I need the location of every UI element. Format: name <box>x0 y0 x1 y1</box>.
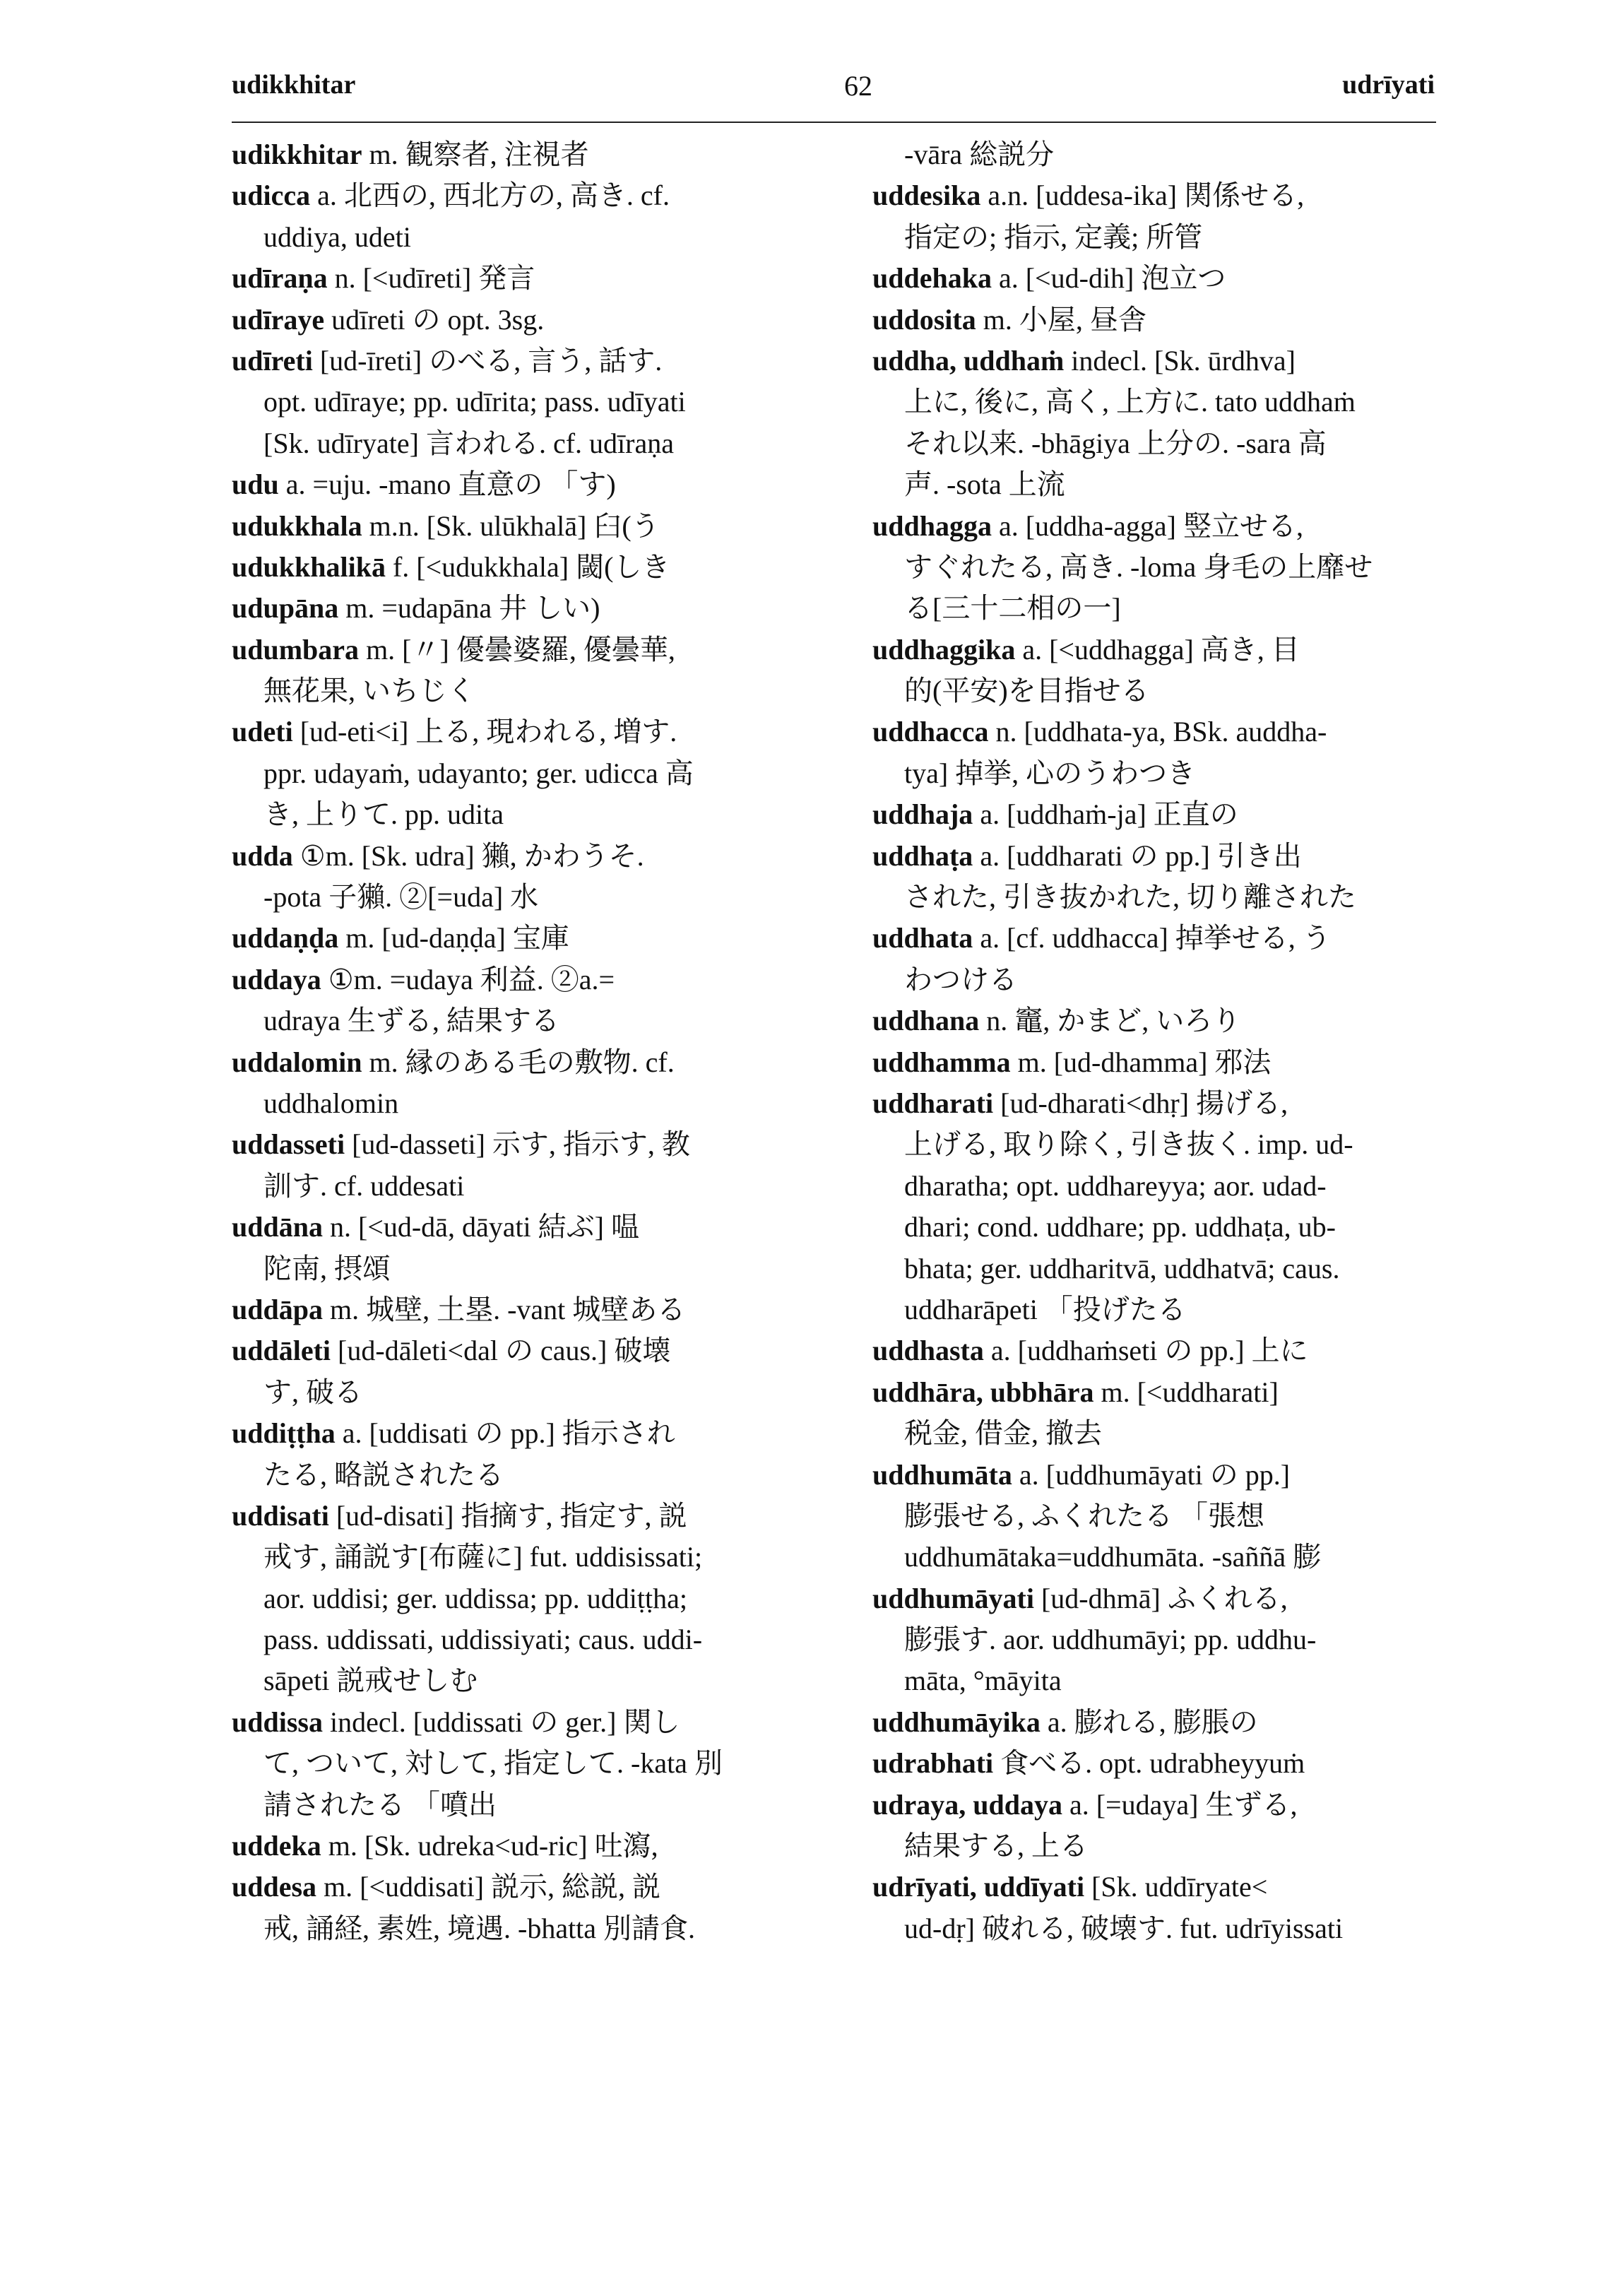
dictionary-line <box>232 1124 818 1165</box>
definition: m. [ud-daṇḍa] 宝庫 <box>338 922 569 954</box>
dictionary-line: bhata; ger. uddharitvā, uddhatvā; caus. <box>904 1252 1340 1284</box>
dictionary-line <box>872 341 1459 382</box>
definition: m. [〃] 優曇婆羅, 優曇華, <box>359 633 675 666</box>
definition: [Sk. uddīryate< <box>1084 1871 1268 1903</box>
dictionary-line <box>232 175 818 216</box>
definition: a. [uddhumāyati の pp.] <box>1012 1458 1291 1491</box>
headword: uddeka <box>232 1830 321 1862</box>
definition: m. [Sk. udreka<ud-ric] 吐瀉, <box>321 1830 658 1862</box>
dictionary-line <box>232 918 818 959</box>
dictionary-line: ud-dṛ] 破れる, 破壊す. fut. udrīyissati <box>904 1912 1344 1944</box>
dictionary-line <box>872 1042 1459 1083</box>
definition: m. [ud-dhamma] 邪法 <box>1010 1046 1272 1078</box>
headword: udeti <box>232 716 293 748</box>
dictionary-line <box>872 1000 1459 1041</box>
headword: uddaya <box>232 963 321 995</box>
dictionary-line: udraya 生ずる, 結果する <box>263 1005 559 1037</box>
definition: a. [uddisati の pp.] 指示され <box>335 1417 675 1450</box>
dictionary-line: き, 上りて. pp. udita <box>263 798 504 831</box>
definition: n. [uddhata-ya, BSk. auddha- <box>988 716 1327 748</box>
dictionary-line <box>232 134 818 175</box>
dictionary-line <box>232 1867 818 1908</box>
dictionary-line: て, ついて, 対して, 指定して. -kata 別 <box>263 1747 723 1780</box>
definition: a. =uju. -mano 直意の 「す) <box>278 468 616 501</box>
dictionary-line: すぐれたる, 高き. -loma 身毛の上靡せ <box>904 550 1373 583</box>
headword: udrabhati <box>872 1747 994 1780</box>
dictionary-line <box>872 918 1459 959</box>
headword: uddharati <box>872 1087 994 1119</box>
dictionary-line <box>232 1330 818 1371</box>
dictionary-line: māta, °māyita <box>904 1665 1062 1697</box>
dictionary-line <box>872 1578 1459 1619</box>
definition: m. 城壁, 土塁. -vant 城壁ある <box>322 1293 686 1325</box>
definition: m. =udapāna 井 しい) <box>338 592 600 625</box>
dictionary-line: 陀南, 摂頌 <box>263 1252 391 1284</box>
headword: udīraṇa <box>232 262 328 295</box>
dictionary-line <box>872 1702 1459 1743</box>
dictionary-line: [Sk. udīryate] 言われる. cf. udīraṇa <box>263 427 674 459</box>
dictionary-line <box>232 836 818 877</box>
definition: m. 観察者, 注視者 <box>362 138 589 170</box>
dictionary-line <box>232 1207 818 1248</box>
definition: a. [uddhaṁ-ja] 正直の <box>973 798 1238 831</box>
headword: uddaṇḍa <box>232 922 339 954</box>
dictionary-line: 上に, 後に, 高く, 上方に. tato uddhaṁ <box>904 386 1356 418</box>
dictionary-line <box>872 836 1459 877</box>
dictionary-line: uddhumātaka=uddhumāta. -saññā 膨 <box>904 1541 1322 1573</box>
headword: uddissa <box>232 1705 323 1738</box>
definition: indecl. [Sk. ūrdhva] <box>1064 344 1296 377</box>
left-column <box>232 134 818 1949</box>
dictionary-line <box>872 1455 1459 1496</box>
dictionary-line: された, 引き抜かれた, 切り離された <box>904 881 1356 914</box>
dictionary-line: 税金, 借金, 撤去 <box>904 1417 1102 1450</box>
dictionary-line: 膨張せる, ふくれたる 「張想 <box>904 1499 1264 1532</box>
headword: uddāpa <box>232 1293 323 1325</box>
headword: uddhata <box>872 922 973 954</box>
definition: a. [uddha-agga] 竪立せる, <box>991 509 1303 542</box>
dictionary-line <box>232 547 818 588</box>
definition: a. 膨れる, 膨脹の <box>1040 1705 1258 1738</box>
headword: udumbara <box>232 633 360 666</box>
definition: a. [<uddhagga] 高き, 目 <box>1015 633 1300 666</box>
headword: udukkhalikā <box>232 550 386 583</box>
dictionary-line <box>232 506 818 547</box>
definition: [ud-dāleti<dal の caus.] 破壊 <box>331 1335 671 1367</box>
right-column <box>872 134 1459 1949</box>
dictionary-line: uddiya, udeti <box>263 220 411 253</box>
dictionary-line <box>232 1826 818 1867</box>
definition: indecl. [uddissati の ger.] 関し <box>322 1705 680 1738</box>
headword: uddāleti <box>232 1335 331 1367</box>
dictionary-line: る[三十二相の一] <box>904 592 1121 625</box>
headword: uddhumāta <box>872 1458 1012 1491</box>
dictionary-line <box>232 258 818 299</box>
definition: a. [cf. uddhacca] 掉挙せる, う <box>973 922 1331 954</box>
dictionary-line <box>872 506 1459 547</box>
dictionary-line <box>232 629 818 670</box>
dictionary-line <box>232 464 818 505</box>
headword: udicca <box>232 179 311 212</box>
headword: uddalomin <box>232 1046 362 1078</box>
page-number: 62 <box>844 70 872 102</box>
dictionary-line <box>232 341 818 382</box>
headword: uddāna <box>232 1211 323 1243</box>
dictionary-line: 戒す, 誦説す[布薩に] fut. uddisissati; <box>263 1541 703 1573</box>
dictionary-line: tya] 掉挙, 心のうわつき <box>904 757 1196 789</box>
definition: m. [<uddisati] 説示, 総説, 説 <box>316 1871 661 1903</box>
definition: m. [<uddharati] <box>1093 1376 1279 1408</box>
dictionary-line: opt. udīraye; pp. udīrita; pass. udīyati <box>263 386 686 418</box>
dictionary-line <box>872 1743 1459 1784</box>
definition: udīreti の opt. 3sg. <box>324 303 545 336</box>
dictionary-line: 指定の; 指示, 定義; 所管 <box>904 220 1203 253</box>
dictionary-line: uddharāpeti 「投げたる <box>904 1293 1186 1325</box>
definition: a. [uddhaṁseti の pp.] 上に <box>983 1335 1308 1367</box>
headword: uddehaka <box>872 262 992 295</box>
dictionary-line <box>232 1413 818 1454</box>
definition: [ud-dhmā] ふくれる, <box>1033 1582 1288 1614</box>
dictionary-line: たる, 略説されたる <box>263 1458 504 1491</box>
dictionary-line: わつける <box>904 963 1017 995</box>
dictionary-line: それ以来. -bhāgiya 上分の. -sara 高 <box>904 427 1327 459</box>
headword: uddiṭṭha <box>232 1417 336 1450</box>
definition: ①m. =udaya 利益. ②a.= <box>321 963 615 995</box>
headword: udda <box>232 839 293 872</box>
definition: m.n. [Sk. ulūkhalā] 臼(う <box>362 509 660 542</box>
headword: uddhumāyika <box>872 1705 1041 1738</box>
definition: a. 北西の, 西北方の, 高き. cf. <box>310 179 670 212</box>
headword: udrīyati, uddīyati <box>872 1871 1085 1903</box>
headword: udraya, uddaya <box>872 1788 1062 1821</box>
dictionary-line <box>232 588 818 629</box>
headword: uddosita <box>872 303 976 336</box>
dictionary-line: 上げる, 取り除く, 引き抜く. imp. ud- <box>904 1128 1353 1161</box>
dictionary-line: 声. -sota 上流 <box>904 468 1065 501</box>
headword: uddhaggika <box>872 633 1016 666</box>
headword: uddhaja <box>872 798 973 831</box>
headword: uddhumāyati <box>872 1582 1034 1614</box>
dictionary-line <box>232 711 818 752</box>
definition: [ud-dasseti] 示す, 指示す, 教 <box>345 1128 690 1161</box>
definition: [ud-disati] 指摘す, 指定す, 説 <box>328 1499 687 1532</box>
dictionary-line: dharatha; opt. uddhareyya; aor. udad- <box>904 1169 1327 1202</box>
dictionary-line: 請されたる 「噴出 <box>263 1788 497 1821</box>
dictionary-line: 的(平安)を目指せる <box>904 675 1149 707</box>
dictionary-line <box>872 1330 1459 1371</box>
dictionary-line <box>872 711 1459 752</box>
definition: n. [<udīreti] 発言 <box>327 262 535 295</box>
definition: f. [<udukkhala] 閾(しき <box>385 550 670 583</box>
dictionary-line <box>232 1289 818 1330</box>
definition: n. [<ud-dā, dāyati 結ぶ] 嗢 <box>322 1211 639 1243</box>
headword: uddhasta <box>872 1335 984 1367</box>
headword: uddhacca <box>872 716 989 748</box>
definition: a. [=udaya] 生ずる, <box>1062 1788 1298 1821</box>
dictionary-line: 無花果, いちじく <box>263 675 475 707</box>
running-head-right: udrīyati <box>1342 70 1435 100</box>
dictionary-line: dhari; cond. uddhare; pp. uddhaṭa, ub- <box>904 1211 1336 1243</box>
dictionary-line: sāpeti 説戒せしむ <box>263 1665 478 1697</box>
definition: a. [<ud-dih] 泡立つ <box>991 262 1226 295</box>
dictionary-line: uddhalomin <box>263 1087 399 1119</box>
headword: udikkhitar <box>232 138 362 170</box>
dictionary-line <box>872 794 1459 835</box>
dictionary-line: 訓す. cf. uddesati <box>263 1169 465 1202</box>
dictionary-line <box>872 629 1459 670</box>
headword: uddhāra, ubbhāra <box>872 1376 1094 1408</box>
dictionary-line <box>872 1083 1459 1124</box>
headword: uddasseti <box>232 1128 345 1161</box>
headword: uddisati <box>232 1499 329 1532</box>
dictionary-line: 戒, 誦経, 素姓, 境遇. -bhatta 別請食. <box>263 1912 696 1944</box>
dictionary-line <box>232 959 818 1000</box>
running-head-left: udikkhitar <box>232 70 356 100</box>
definition: a.n. [uddesa-ika] 関係せる, <box>980 179 1305 212</box>
header-rule <box>232 122 1436 123</box>
dictionary-line <box>232 300 818 341</box>
dictionary-line <box>232 1702 818 1743</box>
headword: uddhana <box>872 1005 980 1037</box>
definition: m. 小屋, 昼舎 <box>976 303 1146 336</box>
dictionary-line <box>232 1042 818 1083</box>
dictionary-line <box>872 1867 1459 1908</box>
headword: udīraye <box>232 303 325 336</box>
definition: n. 竈, かまど, いろり <box>979 1005 1241 1037</box>
headword: udupāna <box>232 592 339 625</box>
headword: uddhamma <box>872 1046 1011 1078</box>
definition: m. 縁のある毛の敷物. cf. <box>362 1046 675 1078</box>
dictionary-line <box>872 300 1459 341</box>
definition: ①m. [Sk. udra] 獺, かわうそ. <box>292 839 644 872</box>
dictionary-line: す, 破る <box>263 1376 362 1408</box>
headword: uddesika <box>872 179 981 212</box>
dictionary-line: -pota 子獺. ②[=uda] 水 <box>263 881 539 914</box>
dictionary-line: ppr. udayaṁ, udayanto; ger. udicca 高 <box>263 757 694 789</box>
definition: a. [uddharati の pp.] 引き出 <box>973 839 1302 872</box>
dictionary-line <box>872 1785 1459 1826</box>
headword: uddesa <box>232 1871 317 1903</box>
dictionary-line: 結果する, 上る <box>904 1830 1088 1862</box>
headword: uddha, uddhaṁ <box>872 344 1065 377</box>
headword: udukkhala <box>232 509 362 542</box>
headword: uddhagga <box>872 509 992 542</box>
definition: [ud-īreti] のべる, 言う, 話す. <box>312 344 663 377</box>
dictionary-line: pass. uddissati, uddissiyati; caus. uddi- <box>263 1624 703 1656</box>
dictionary-line <box>232 1496 818 1537</box>
headword: uddhaṭa <box>872 839 973 872</box>
dictionary-line: 膨張す. aor. uddhumāyi; pp. uddhu- <box>904 1624 1317 1656</box>
headword: udīreti <box>232 344 313 377</box>
definition: 食べる. opt. udrabheyyuṁ <box>993 1747 1305 1780</box>
dictionary-line <box>872 258 1459 299</box>
dictionary-line <box>872 175 1459 216</box>
dictionary-line: -vāra 総説分 <box>904 138 1055 170</box>
definition: [ud-eti<i] 上る, 現われる, 増す. <box>292 716 677 748</box>
headword: udu <box>232 468 279 501</box>
dictionary-line: aor. uddisi; ger. uddissa; pp. uddiṭṭha; <box>263 1582 687 1614</box>
definition: [ud-dharati<dhṛ] 揚げる, <box>993 1087 1288 1119</box>
dictionary-line <box>872 1372 1459 1413</box>
